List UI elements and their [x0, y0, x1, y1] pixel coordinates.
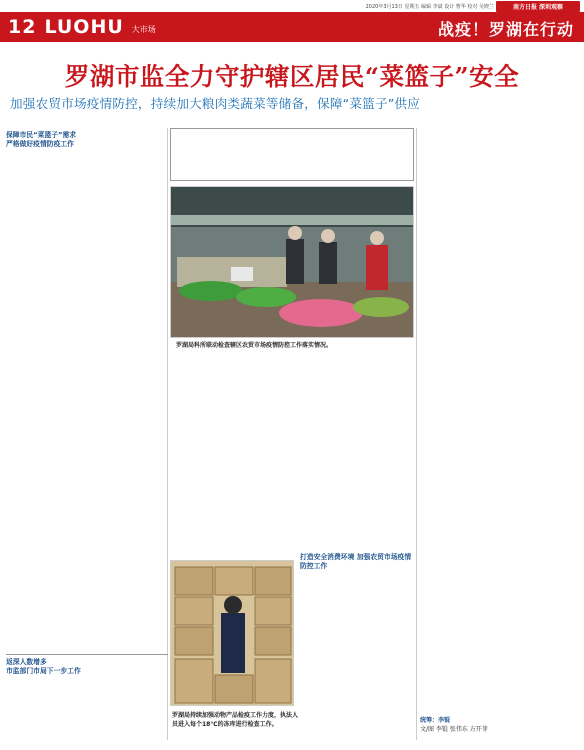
byline-label: 统筹：李锟: [420, 717, 451, 724]
mid-column-3: [334, 356, 412, 556]
main-subhead: 加强农贸市场疫情防控，持续加大粮肉类蔬菜等储备，保障“菜篮子”供应: [10, 96, 421, 111]
right-column: [420, 128, 578, 708]
left-heading-2: 严格做好疫情防疫工作: [6, 140, 74, 148]
column-divider: [416, 128, 417, 740]
lead-box: [170, 128, 414, 181]
left-column: [6, 131, 168, 741]
left-heading-1: 保障市民“菜篮子”需求: [6, 131, 77, 139]
photo2-caption: 罗湖局持续加强动物产品检疫工作力度，执法人员进入每个18℃的冻库进行检查工作。: [172, 712, 299, 728]
main-headline: 罗湖市监全力守护辖区居民“菜篮子”安全: [64, 62, 520, 91]
byline-authors: 文/图 李锟 张伟东 方开菲: [420, 726, 488, 733]
market-scene-illustration: [171, 187, 414, 338]
section-name: LUOHU: [44, 16, 124, 38]
section-divider: [6, 654, 168, 655]
section-sub: 大市场: [131, 25, 156, 34]
left-body-2: [6, 679, 168, 749]
left-body-1: [6, 152, 168, 642]
mid-heading: 打造安全消费环境 加强农贸市场疫情防控工作: [300, 553, 412, 570]
photo1-caption: 罗湖局科所联动检查辖区农贸市场疫情防控工作落实情况。: [176, 342, 333, 349]
left-heading-4: 市监部门市局下一步工作: [6, 667, 81, 675]
mid-column-1: [170, 356, 248, 556]
left-heading-3: 返深人数增多: [6, 658, 47, 666]
byline: [420, 716, 578, 734]
campaign-slogan: 战疫！罗湖在行动: [437, 20, 574, 39]
date-strip-text: 2020年3月13日 星期五 编辑 李斌 设计 曹华 校对 吴晓兰: [365, 3, 494, 10]
section-header-band: [0, 12, 584, 42]
logo-text: 南方日报 深圳观察: [512, 4, 564, 11]
cold-storage-photo: [170, 560, 294, 706]
newspaper-logo: [496, 1, 580, 12]
cold-storage-illustration: [171, 561, 294, 706]
mid-column-2: [252, 356, 330, 556]
mid-column-4: [300, 574, 412, 750]
page-number: 12: [8, 16, 37, 38]
market-inspection-photo: [170, 186, 414, 338]
